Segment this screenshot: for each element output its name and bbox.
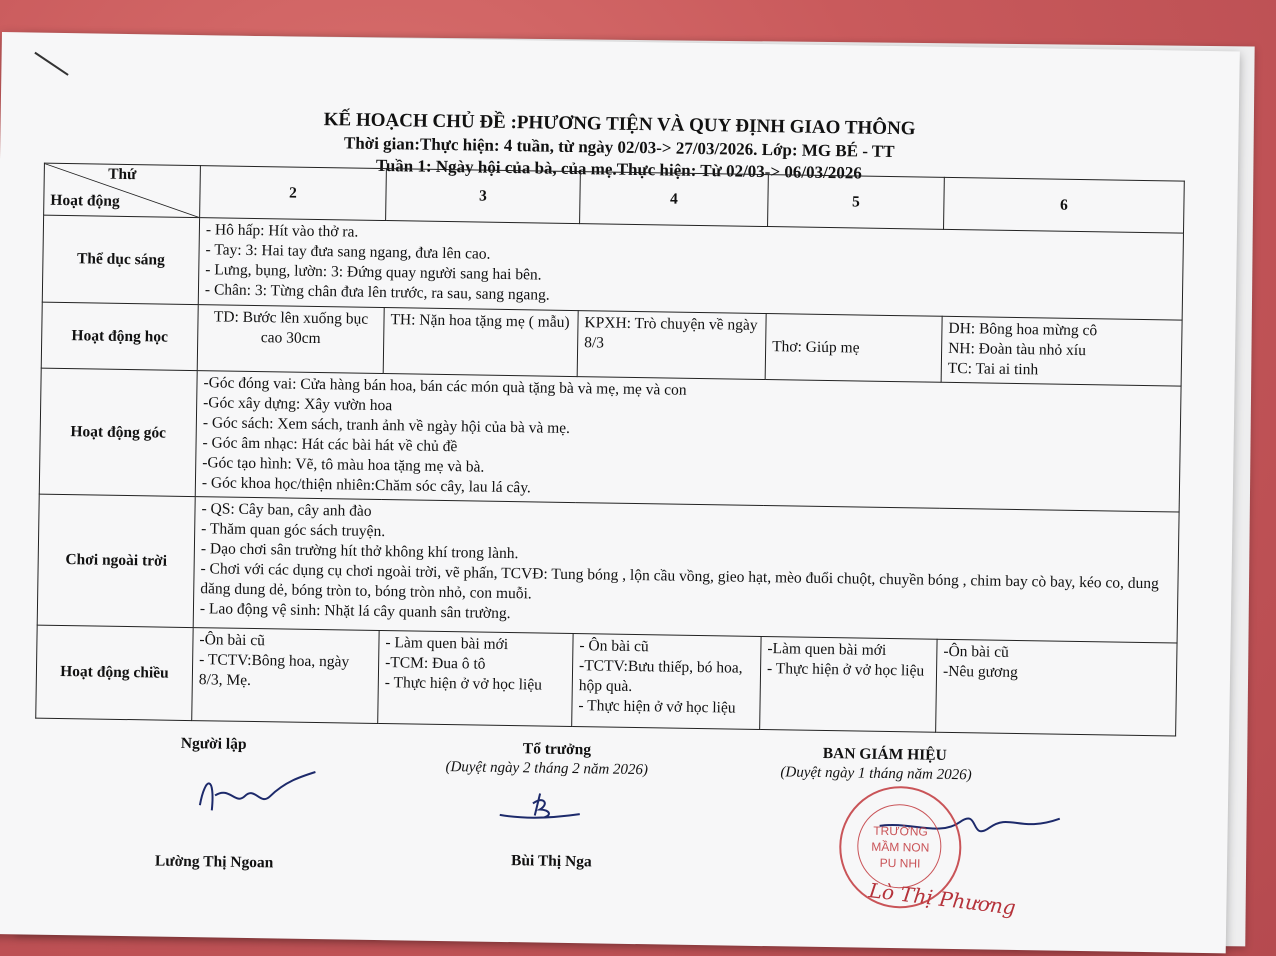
hoc-day-4: KPXH: Trò chuyện về ngày 8/3 (577, 311, 766, 380)
text-line: TC: Tai ai tinh (947, 359, 1039, 379)
ban-giam-hieu-title: BAN GIÁM HIỆU (822, 744, 947, 764)
text-line: - Thăm quan góc sách truyện. (201, 520, 386, 541)
time-line: Thời gian:Thực hiện: 4 tuần, từ ngày 02/03-> 27/03/2026. Lớp: MG BÉ - TT (343, 133, 895, 162)
nguoi-lap-signature (190, 765, 321, 827)
document-title: KẾ HOẠCH CHỦ ĐỀ :PHƯƠNG TIỆN VÀ QUY ĐỊNH GIAO THÔNG (323, 109, 916, 140)
ngoai-troi-content (193, 497, 1179, 643)
hieu-truong-name: Lò Thị Phương (867, 878, 1018, 920)
chieu-day-4 (572, 634, 761, 730)
text-line: - Lao động vệ sinh: Nhặt lá cây quanh sân trường. (199, 600, 511, 623)
hoc-day-2: TD: Bước lên xuống bục cao 30cm (197, 305, 384, 374)
hoc-day-6 (941, 316, 1182, 386)
to-truong-approve: (Duyệt ngày 2 tháng 2 năm 2026) (445, 759, 649, 779)
text-line: - Làm quen bài mới (385, 634, 509, 654)
row-label: Hoạt động học (41, 302, 198, 371)
to-truong-name: Bùi Thị Nga (510, 852, 592, 871)
text-line: - Thực hiện ở vở học liệu (578, 697, 736, 717)
text-line: -Góc đóng vai: Cửa hàng bán hoa, bán các món quà tặng bà và mẹ, mẹ và con (203, 374, 687, 400)
text-line: - Thực hiện ở vở học liệu (766, 660, 925, 680)
goc-content (195, 371, 1181, 512)
text-line: NH: Đoàn tàu nhỏ xíu (948, 339, 1087, 360)
chieu-day-3 (378, 631, 573, 727)
ban-giam-hieu-approve: (Duyệt ngày 1 tháng năm 2026) (780, 764, 972, 784)
day-header: 6 (944, 177, 1185, 233)
corner-top-label: Thứ (108, 165, 137, 184)
text-line: - Góc âm nhạc: Hát các bài hát về chủ đề (202, 434, 458, 456)
document-page (0, 32, 1240, 953)
schedule-table (35, 163, 1185, 737)
text-line: - Góc sách: Xem sách, tranh ảnh về ngày hội của bà và mẹ. (202, 414, 571, 438)
chieu-day-2 (192, 628, 379, 724)
corner-cell (44, 163, 201, 218)
text-line: - Hô hấp: Hít vào thở ra. (205, 221, 359, 241)
to-truong-title: Tổ trưởng (522, 740, 592, 759)
chieu-day-6 (936, 640, 1177, 736)
text-line: - Dạo chơi sân trường hít thở không khí trong lành. (200, 540, 519, 563)
text-line: -Góc xây dựng: Xây vườn hoa (203, 394, 393, 415)
stamp-text: TRƯỜNG (873, 823, 928, 839)
week-line: Tuần 1: Ngày hội của bà, của mẹ.Thực hiện: Từ 02/03-> 06/03/2026 (375, 155, 862, 183)
row-label: Chơi ngoài trời (37, 495, 195, 628)
pen-mark (34, 52, 68, 76)
text-line: -Góc tạo hình: Vẽ, tô màu hoa tặng mẹ và bà. (202, 454, 485, 477)
text-line: -Làm quen bài mới (767, 640, 887, 660)
hoc-day-5: Thơ: Giúp mẹ (765, 314, 942, 383)
row-choi-ngoai-troi (37, 495, 1179, 644)
row-label: Hoạt động góc (39, 369, 197, 497)
row-hoat-dong-chieu (36, 625, 1177, 736)
chieu-day-5 (760, 637, 937, 732)
day-header: 2 (200, 166, 387, 221)
text-line: DH: Bông hoa mừng cô (948, 319, 1098, 340)
nguoi-lap-title: Người lập (180, 734, 247, 753)
text-line: - Góc khoa học/thiện nhiên:Chăm sóc cây, lau lá cây. (201, 474, 532, 497)
text-line: -TCTV:Bưu thiếp, bó hoa, hộp quà. (578, 657, 743, 696)
stamp-text: MẦM NON (871, 839, 930, 855)
text-line: - Thực hiện ở vở học liệu (384, 674, 543, 694)
text-line: - Chơi với các dụng cụ chơi ngoài trời, vẽ phấn, TCVĐ: Tung bóng , lộn cầu vồng, gieo hạt, mèo đuổi chuột, chuyền bóng , chim bay cò bay, kéo co, dung dăng dung dẻ, bóng tròn to, bóng tròn nhỏ, con muỗi. (200, 560, 1159, 603)
text-line: - Lưng, bụng, lườn: 3: Đứng quay người sang hai bên. (205, 261, 542, 284)
corner-bottom-label: Hoạt động (50, 192, 120, 211)
text-line: -Ôn bài cũ (943, 643, 1009, 662)
text-line: - TCTV:Bông hoa, ngày 8/3, Mẹ. (198, 651, 350, 690)
day-header: 5 (768, 175, 945, 230)
the-duc-sang-content (198, 218, 1183, 320)
to-truong-signature (495, 785, 586, 826)
nguoi-lap-name: Lường Thị Ngoan (154, 852, 274, 872)
text-line: -Nêu gương (942, 663, 1018, 682)
row-hoat-dong-goc (39, 369, 1181, 513)
day-header: 3 (386, 169, 581, 224)
hoc-day-3: TH: Nặn hoa tặng mẹ ( mẫu) (383, 308, 578, 378)
row-label: Thể dục sáng (42, 216, 199, 305)
text-line: - Chân: 3: Từng chân đưa lên trước, ra sau, sang ngang. (204, 281, 550, 305)
text-line: - Tay: 3: Hai tay đưa sang ngang, đưa lên cao. (205, 241, 491, 264)
text-line: -Ôn bài cũ (199, 631, 266, 650)
text-line: - Ôn bài cũ (579, 637, 649, 656)
day-header: 4 (580, 172, 769, 227)
row-label: Hoạt động chiều (36, 625, 193, 720)
stamp-text: PU NHI (879, 855, 921, 871)
text-line: - QS: Cây ban, cây anh đào (201, 500, 372, 521)
text-line: -TCM: Đua ô tô (385, 654, 486, 673)
